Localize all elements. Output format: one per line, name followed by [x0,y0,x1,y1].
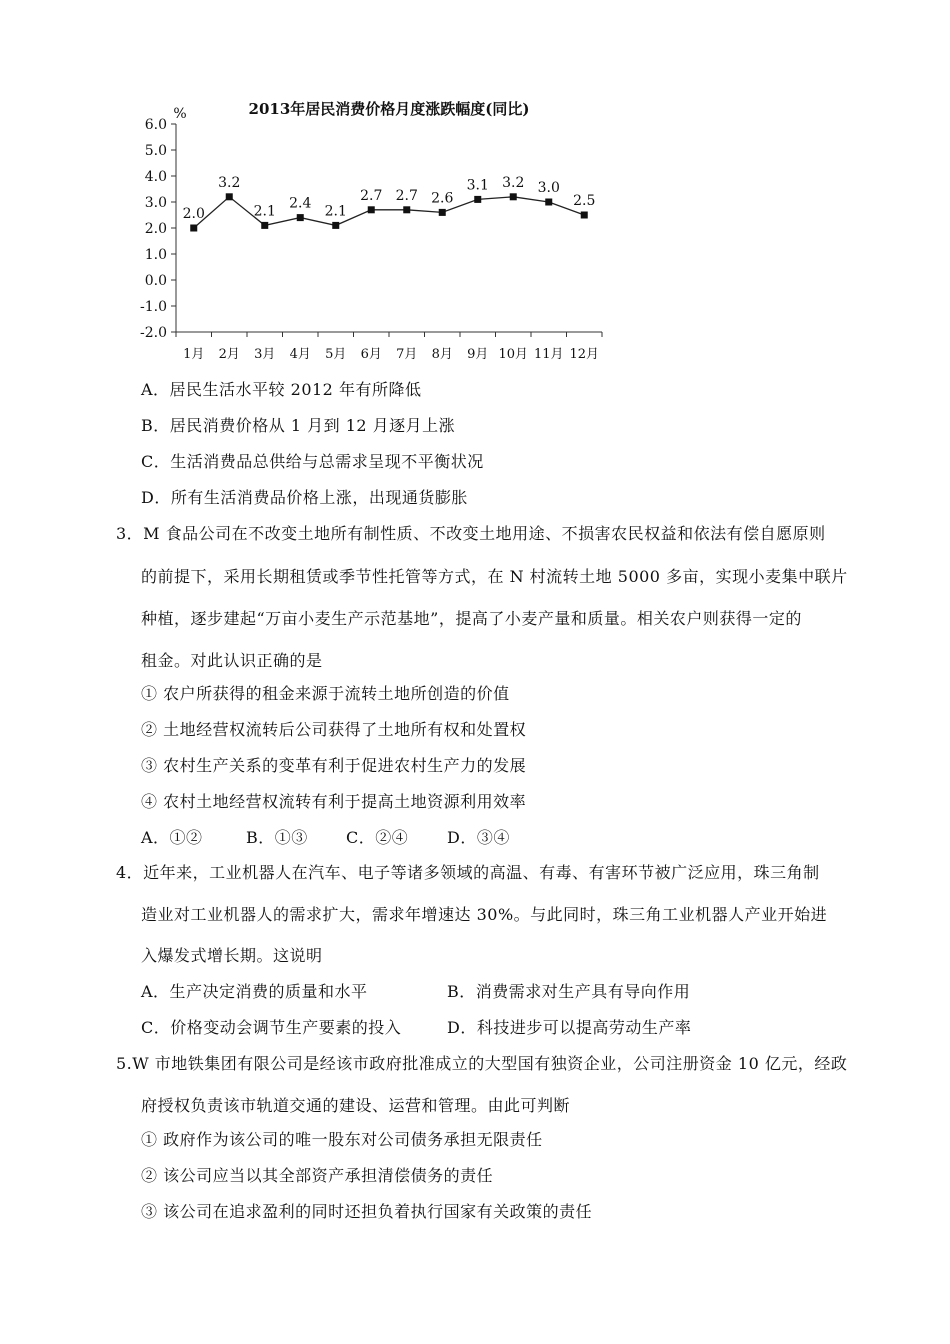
q3-item-2: ② 土地经营权流转后公司获得了土地所有权和处置权 [141,720,527,739]
data-label: 2.7 [360,187,383,204]
q5-item-3: ③ 该公司在追求盈利的同时还担负着执行国家有关政策的责任 [141,1202,593,1221]
q3-item-3: ③ 农村生产关系的变革有利于促进农村生产力的发展 [141,756,527,775]
q4-option-b: B．消费需求对生产具有导向作用 [447,982,691,1001]
q4-stem-line-2: 造业对工业机器人的需求扩大，需求年增速达 30%。与此同时，珠三角工业机器人产业开始进 [141,905,828,924]
x-tick-label: 4月 [289,347,311,362]
q2-option-d: D．所有生活消费品价格上涨，出现通货膨胀 [141,488,468,507]
q3-option-b: B．①③ [246,828,308,847]
y-tick-label: 4.0 [144,169,167,185]
y-tick-label: 5.0 [144,143,167,159]
q5-item-1: ① 政府作为该公司的唯一股东对公司债务承担无限责任 [141,1130,543,1149]
y-tick-label: 6.0 [144,117,167,133]
data-point-marker [439,209,446,216]
q2-option-b: B．居民消费价格从 1 月到 12 月逐月上涨 [141,416,456,435]
data-point-marker [190,225,197,232]
x-tick-label: 12月 [569,347,600,362]
data-label: 2.0 [182,206,205,222]
q3-item-4: ④ 农村土地经营权流转有利于提高土地资源利用效率 [141,792,527,811]
q3-option-c: C．②④ [346,828,409,847]
x-tick-label: 3月 [254,347,276,362]
data-point-marker [332,222,339,229]
y-tick-label: 1.0 [144,247,167,263]
q3-stem-line-3: 种植，逐步建起“万亩小麦生产示范基地”，提高了小麦产量和质量。相关农户则获得一定的 [141,609,802,628]
data-label: 2.1 [324,203,347,220]
x-tick-label: 5月 [325,347,347,362]
q3-option-a: A．①② [141,828,203,847]
q3-option-d: D．③④ [447,828,510,847]
x-tick-label: 2月 [218,347,240,362]
data-point-marker [545,199,552,206]
x-tick-label: 8月 [431,347,453,362]
y-tick-label: -1.0 [140,299,167,315]
q3-stem-line-2: 的前提下，采用长期租赁或季节性托管等方式，在 N 村流转土地 5000 多亩，实现小麦集中联片 [141,567,848,586]
q5-stem-line-2: 府授权负责该市轨道交通的建设、运营和管理。由此可判断 [141,1096,571,1115]
data-point-marker [510,193,517,200]
data-label: 2.6 [431,190,454,207]
data-label: 3.1 [466,177,489,194]
q4-option-c: C．价格变动会调节生产要素的投入 [141,1018,402,1037]
data-point-marker [261,222,268,229]
y-tick-label: -2.0 [140,325,167,341]
data-label: 3.2 [218,174,241,191]
data-label: 3.2 [502,174,525,191]
data-label: 2.4 [289,195,312,212]
y-axis-unit-label: % [173,106,187,122]
data-point-marker [226,193,233,200]
chart-title: 2013年居民消费价格月度涨跌幅度(同比) [248,100,530,118]
q5-stem-line-1: 5.W 市地铁集团有限公司是经该市政府批准成立的大型国有独资企业，公司注册资金 10 亿元，经政 [116,1054,848,1073]
y-tick-label: 0.0 [144,273,167,289]
chart-svg [130,92,610,367]
y-tick-label: 3.0 [144,195,167,211]
q3-item-1: ① 农户所获得的租金来源于流转土地所创造的价值 [141,684,510,703]
y-tick-label: 2.0 [144,221,167,237]
q3-stem-line-4: 租金。对此认识正确的是 [141,651,323,670]
x-tick-label: 9月 [467,347,489,362]
q4-stem-line-3: 入爆发式增长期。这说明 [141,946,323,965]
data-point-marker [297,214,304,221]
data-label: 2.1 [253,203,276,220]
data-label: 2.5 [573,193,596,209]
q4-option-a: A．生产决定消费的质量和水平 [141,982,368,1001]
q4-stem-line-1: 4．近年来，工业机器人在汽车、电子等诸多领域的高温、有毒、有害环节被广泛应用，珠三角制 [116,863,820,882]
x-tick-label: 1月 [183,347,205,362]
x-tick-label: 11月 [533,347,564,362]
x-tick-label: 6月 [360,347,382,362]
data-point-marker [368,206,375,213]
q5-item-2: ② 该公司应当以其全部资产承担清偿债务的责任 [141,1166,494,1185]
series-line [194,197,585,228]
q4-option-d: D．科技进步可以提高劳动生产率 [447,1018,692,1037]
q2-option-c: C．生活消费品总供给与总需求呈现不平衡状况 [141,452,484,471]
q2-option-a: A．居民生活水平较 2012 年有所降低 [141,380,422,399]
data-label: 3.0 [537,180,560,196]
x-tick-label: 7月 [396,347,418,362]
data-point-marker [581,212,588,219]
q3-stem-line-1: 3．M 食品公司在不改变土地所有制性质、不改变土地用途、不损害农民权益和依法有偿自愿原则 [116,524,826,543]
data-point-marker [403,206,410,213]
cpi-line-chart [130,92,610,367]
data-point-marker [474,196,481,203]
data-label: 2.7 [395,187,418,204]
x-tick-label: 10月 [498,347,529,362]
